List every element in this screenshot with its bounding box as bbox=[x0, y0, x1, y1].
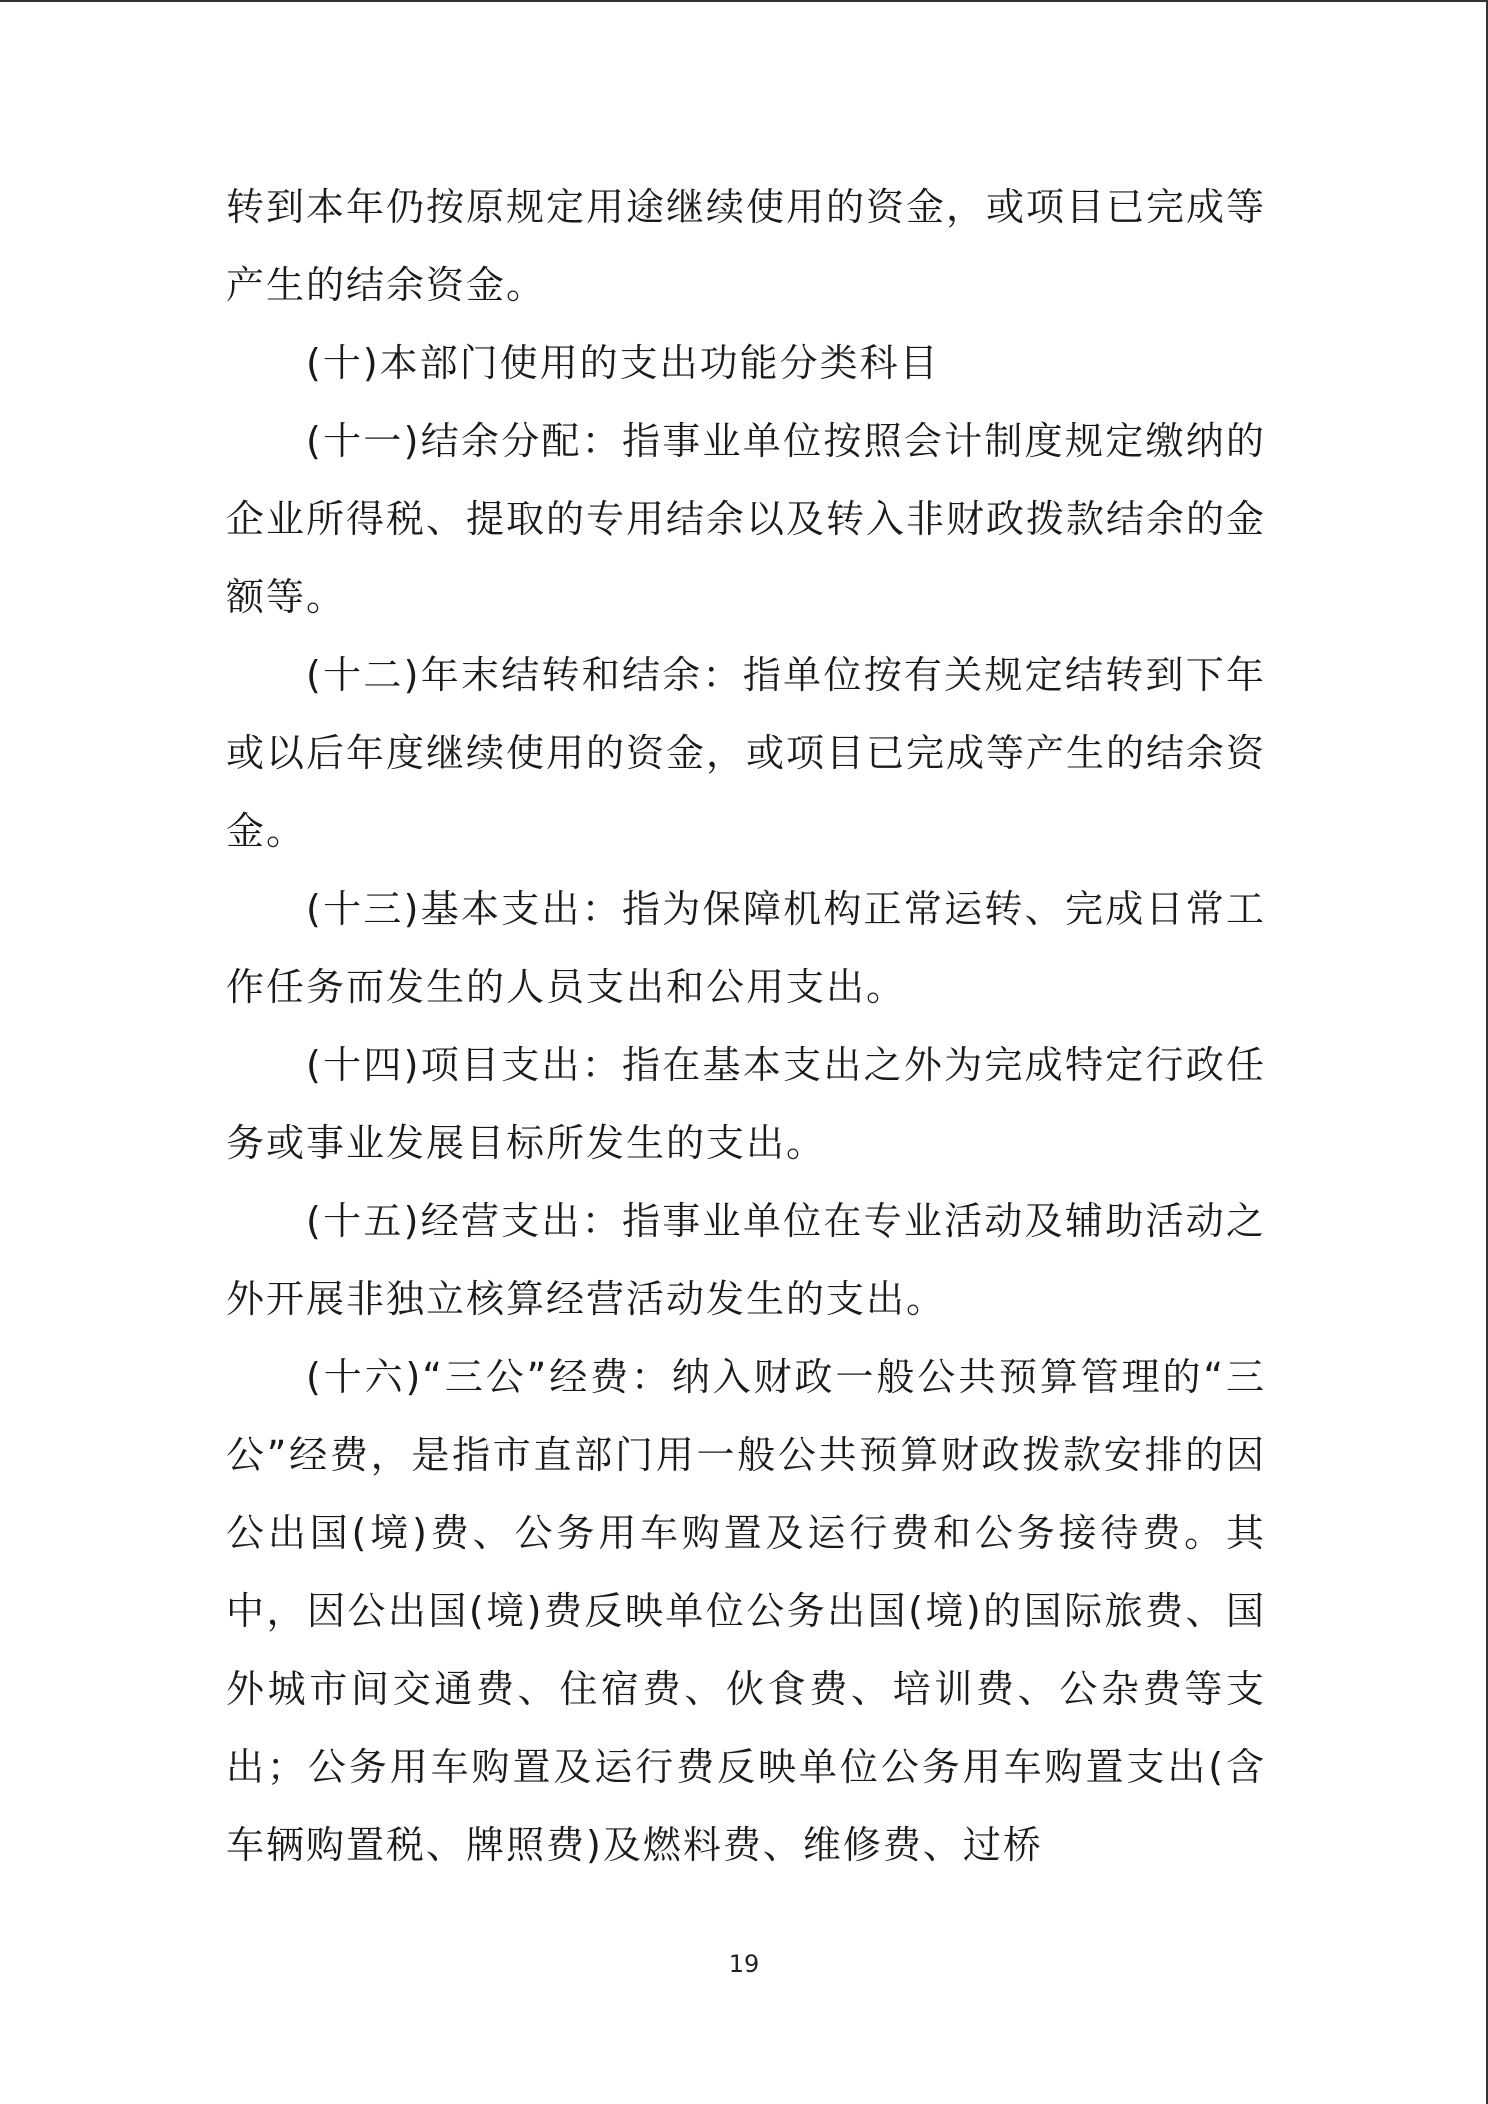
paragraph-7: (十五)经营支出：指事业单位在专业活动及辅助活动之外开展非独立核算经营活动发生的支出。 bbox=[226, 1199, 1266, 1321]
paragraph-8: (十六)“三公”经费：纳入财政一般公共预算管理的“三公”经费，是指市直部门用一般公共预算财政拨款安排的因公出国(境)费、公务用车购置及运行费和公务接待费。其中，因公出国(境)费反映单位公务出国(境)的国际旅费、国外城市间交通费、住宿费、伙食费、培训费、公杂费等支出；公务用车购置及运行费反映单位公务用车购置支出(含车辆购置税、牌照费)及燃料费、维修费、过桥 bbox=[226, 1355, 1266, 1867]
paragraph-1: 转到本年仍按原规定用途继续使用的资金，或项目已完成等产生的结余资金。 bbox=[226, 185, 1267, 307]
paragraph-6: (十四)项目支出：指在基本支出之外为完成特定行政任务或事业发展目标所发生的支出。 bbox=[226, 1043, 1266, 1165]
document-body bbox=[226, 168, 1266, 1884]
paragraph-2: (十)本部门使用的支出功能分类科目 bbox=[306, 341, 940, 385]
paragraph-5: (十三)基本支出：指为保障机构正常运转、完成日常工作任务而发生的人员支出和公用支出。 bbox=[226, 887, 1266, 1009]
page-number: 19 bbox=[728, 1950, 760, 1978]
paragraph-3: (十一)结余分配：指事业单位按照会计制度规定缴纳的企业所得税、提取的专用结余以及转入非财政拨款结余的金额等。 bbox=[226, 419, 1267, 619]
paragraph-4: (十二)年末结转和结余：指单位按有关规定结转到下年或以后年度继续使用的资金，或项目已完成等产生的结余资金。 bbox=[226, 653, 1267, 853]
